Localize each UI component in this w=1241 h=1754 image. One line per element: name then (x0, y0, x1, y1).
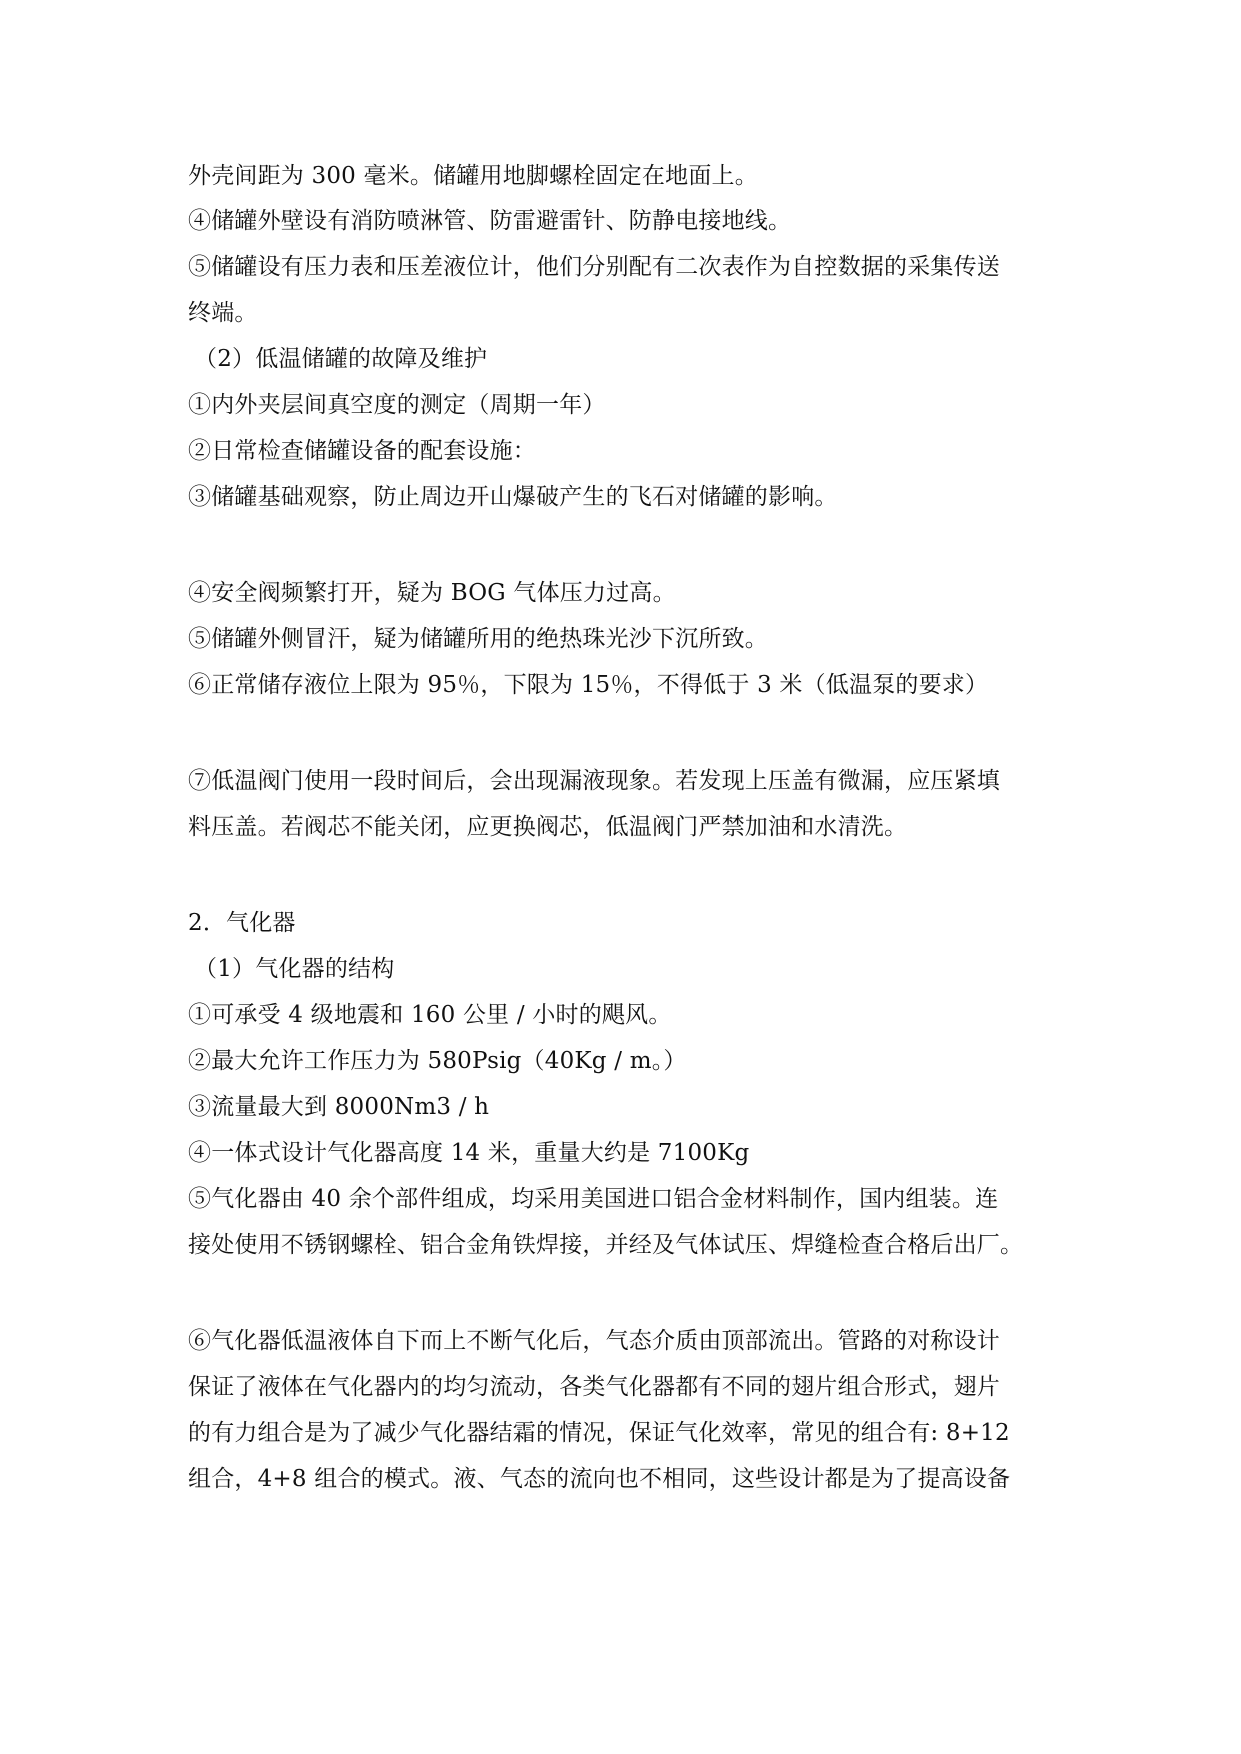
section-heading: （2）低温储罐的故障及维护 (194, 346, 488, 372)
text-line: ④一体式设计气化器高度 14 米，重量大约是 7100Kg (188, 1140, 750, 1166)
text-line: ⑥正常储存液位上限为 95％，下限为 15％，不得低于 3 米（低温泵的要求） (188, 672, 989, 698)
text-line: 料压盖。若阀芯不能关闭，应更换阀芯，低温阀门严禁加油和水清洗。 (188, 814, 908, 840)
text-line: 外壳间距为 300 毫米。储罐用地脚螺栓固定在地面上。 (188, 163, 758, 189)
text-line: ⑦低温阀门使用一段时间后，会出现漏液现象。若发现上压盖有微漏，应压紧填 (188, 768, 1000, 794)
text-line: ②日常检查储罐设备的配套设施： (188, 438, 536, 464)
text-line: ①内外夹层间真空度的测定（周期一年） (188, 392, 606, 418)
text-line: ③流量最大到 8000Nm3 / h (188, 1094, 490, 1120)
text-line: 组合，4+8 组合的模式。液、气态的流向也不相同，这些设计都是为了提高设备 (188, 1466, 1011, 1492)
text-line: ⑤储罐外侧冒汗，疑为储罐所用的绝热珠光沙下沉所致。 (188, 626, 768, 652)
text-line: ②最大允许工作压力为 580Psig（40Kg / m。） (188, 1048, 687, 1074)
text-line: 终端。 (188, 300, 258, 326)
text-line: ④储罐外壁设有消防喷淋管、防雷避雷针、防静电接地线。 (188, 208, 792, 234)
text-line: ⑥气化器低温液体自下而上不断气化后，气态介质由顶部流出。管路的对称设计 (188, 1328, 1000, 1354)
text-line: ⑤储罐设有压力表和压差液位计，他们分别配有二次表作为自控数据的采集传送 (188, 254, 1000, 280)
subsection-heading: （1）气化器的结构 (194, 956, 395, 982)
text-line: 接处使用不锈钢螺栓、铝合金角铁焊接，并经及气体试压、焊缝检查合格后出厂。 (188, 1232, 1024, 1258)
text-line: ①可承受 4 级地震和 160 公里 / 小时的飓风。 (188, 1002, 672, 1028)
section-heading: 2．气化器 (188, 910, 296, 936)
text-line: 保证了液体在气化器内的均匀流动，各类气化器都有不同的翅片组合形式，翅片 (188, 1374, 1000, 1400)
text-line: ⑤气化器由 40 余个部件组成，均采用美国进口铝合金材料制作，国内组装。连 (188, 1186, 999, 1212)
text-line: 的有力组合是为了减少气化器结霜的情况，保证气化效率，常见的组合有: 8+12 (188, 1420, 1010, 1446)
text-line: ③储罐基础观察，防止周边开山爆破产生的飞石对储罐的影响。 (188, 484, 838, 510)
text-line: ④安全阀频繁打开，疑为 BOG 气体压力过高。 (188, 580, 676, 606)
